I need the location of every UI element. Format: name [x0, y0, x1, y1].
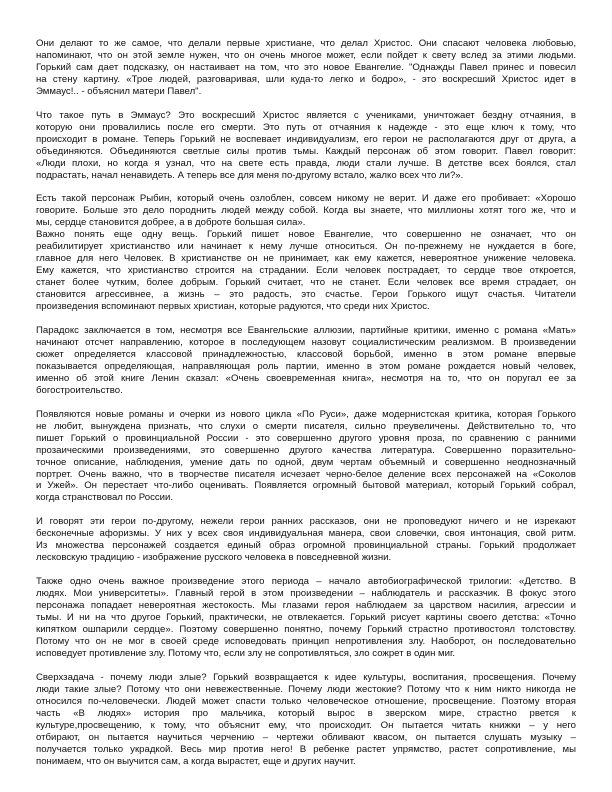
document-page: [36, 38, 576, 779]
text-line: Они делают то же самое, что делали первые христиане, что делал Христос. Они спасают человека любовью,: [36, 38, 576, 49]
text-line: Что такое путь в Эммаус? Это воскресший Христос является с учениками, уничтожает бездну отчаяния, в: [36, 109, 576, 121]
paragraph-p5: [36, 325, 576, 397]
text-line: люди такие злые? Потому что они невежественные. Почему люди жестокие? Потому что к ним никто никогда не: [36, 683, 576, 695]
text-line: Также одно очень важное произведение этого периода – начало автобиографической трилогии: «Детство. В: [36, 576, 576, 588]
text-line: Из множества персонажей создается единый образ огромной провинциальной страны. Горький продолжает: [36, 540, 576, 552]
text-line: Парадокс заключается в том, несмотря все Евангельские аллюзии, партийные критики, именно с романа «Мать»: [36, 325, 576, 337]
paragraph-p8: [36, 576, 576, 660]
text-line: «Люди плохи, но когда я узнал, что на свете есть правда, люди стали лучше. В детстве всех боялся, стал: [36, 157, 576, 169]
text-line: людях. Мои университеты». Главный герой в этом произведении – наблюдатель и рассказчик. В фокус этого: [36, 588, 576, 600]
text-line: Есть такой персонаж Рыбин, который очень озлоблен, совсем никому не верит. И даже его пробивает: «Хорошо: [36, 193, 576, 205]
paragraph-p6: [36, 409, 576, 505]
text-line: главное для него Человек. В христианстве он не принимает, как ему кажется, невероятное унижение человека.: [36, 253, 576, 265]
text-line: объединяются. Объединяются светлые силы против тьмы. Каждый персонаж об этом говорит. Павел говорит:: [36, 145, 576, 157]
text-line: понимаем, что он выучится сам, а когда вырастет, еще и других научит.: [36, 755, 356, 767]
text-line: Горький сам дает подсказку, он настаивает на том, что это новое Евангелие. "Однажды Павел принес и повесил: [36, 61, 576, 73]
text-line: начинают отсчет направлению, которое в последующем назовут социалистическим реализмом. В произведении: [36, 336, 576, 348]
text-line: станет более чутким, более добрым. Горький считает, что не станет. Если человек все время страдает, он: [36, 277, 576, 289]
text-line: происходит в романе. Теперь Горький не воспевает индивидуализм, его герои не располагаются друг от друга, а: [36, 133, 576, 145]
text-line: не любит, вынуждена признать, что слухи о смерти писателя, сильно преувеличены. Действительно то, что: [36, 420, 576, 432]
text-line: портрет. Очень важно, что в творчестве писателя исчезает черно-белое деление всех персонажей на «Соколов: [36, 468, 576, 480]
paragraph-p3: [36, 193, 576, 229]
text-line: И говорят эти герои по-другому, нежели герои ранних рассказов, они не проповедуют ничего и не изрекают: [36, 516, 576, 528]
text-line: становится агрессивнее, а жизнь – это радость, это счастье. Герои Горького ищут счастья. Читатели: [36, 289, 576, 301]
text-line: отбирают, он пытается научиться черчению – чертежи обливают квасом, он пытается слушать музыку –: [36, 731, 576, 743]
text-line: прозаическими произведениями, это совершенно другого качества литература. Совершенно поразительно-: [36, 444, 576, 456]
text-line: получается только украдкой. Весь мир против него! В ребенке растет упрямство, растет сопротивление, мы: [36, 743, 576, 755]
text-line: реабилитирует христианство или начинает к нему лучше относиться. Он по-прежнему не нуждается в боге,: [36, 241, 576, 253]
paragraph-p7: [36, 516, 576, 564]
text-line: на стену картину. «Трое людей, разговаривая, шли куда-то легко и бодро», - это воскресший Христос идет в: [36, 73, 576, 85]
text-line: Сверхзадача - почему люди злые? Горький возвращается к идее культуры, воспитания, просвещения. Почему: [36, 671, 576, 683]
text-line: пишет Горький о провинциальной России - это совершенно другого уровня проза, по сравнению с ранними: [36, 432, 576, 444]
text-line: показывается определяющая, направляющая роль партии, именно в этом романе рождается новый человек,: [36, 360, 576, 372]
text-line: кипятком ошпарили сердце». Поэтому совершенно понятно, почему Горький страстно противостоял толстовству.: [36, 623, 576, 635]
text-line: и Ужей». Он перестает что-либо оценивать. Появляется огромный бытовой материал, который Горький собрал,: [36, 480, 576, 492]
text-line: лесковскую традицию - изображение русского человека в повседневной жизни.: [36, 552, 392, 564]
paragraph-p1: [36, 38, 576, 98]
text-line: исповедует противление злу. Потому что, если злу не сопротивляться, зло сожрет в один миг.: [36, 647, 456, 659]
text-line: бесконечные афоризмы. У них у всех своя индивидуальная манера, свои словечки, своя интонация, свой ритм.: [36, 528, 576, 540]
text-line: Важно понять еще одну вещь. Горький пишет новое Евангелие, что совершенно не означает, что он: [36, 229, 576, 241]
text-line: Ему кажется, что христианство строится на страдании. Если человек пострадает, то сердце твое откроется,: [36, 265, 576, 277]
text-line: культуре,просвещению, к тому, что объяснит ему, что происходит. Он пытается читать книжки – у него: [36, 719, 576, 731]
text-line: Появляются новые романы и очерки из нового цикла «По Руси», даже модернистская критика, которая Горького: [36, 408, 576, 420]
text-line: Эммаус!.. - объяснил матери Павел".: [36, 85, 202, 97]
text-line: персонажа попадает невероятная жестокость. Мы глазами героя наблюдаем за царством насилия, агрессии и: [36, 600, 576, 612]
text-line: мы, сердце становится добрее, а в доброте большая сила».: [36, 217, 306, 229]
text-line: которую они провалились после его смерти. Это путь от отчаяния к надежде - это еще ключ к тому, что: [36, 121, 576, 133]
text-line: произведения вспоминают первых христиан, которые радуются, что среди них Христос.: [36, 301, 430, 313]
text-line: именно об этой книге Ленин сказал: «Очень своевременная книга», несмотря на то, что он поругал ее за: [36, 372, 576, 384]
paragraph-p2: [36, 110, 576, 182]
text-line: точное описание, наблюдения, умение дать по одной, двум чертам объемный и совершенно неоднозначный: [36, 456, 576, 468]
text-line: напоминают, что он этой земле нужен, что он очень многое может, если пойдет к свету вслед за этими людьми.: [36, 49, 576, 61]
paragraph-p9: [36, 672, 576, 768]
text-line: богостроительство.: [36, 384, 123, 396]
text-line: подрастать, начал ненавидеть. А теперь все для меня по-другому встало, жалко всех что ли?».: [36, 169, 464, 181]
text-line: Потому что он не мог в своей среде исповедовать принцип непротивления злу. Наоборот, он последовательно: [36, 635, 576, 647]
text-line: тьмы. И ни на что другое Горький, практически, не отвлекается. Горький рисует картины своего детства: «Точно: [36, 612, 576, 624]
text-line: когда странствовал по России.: [36, 492, 174, 504]
text-line: сюжет определяется классовой принадлежностью, классовой борьбой, именно в этом романе впервые: [36, 348, 576, 360]
text-line: часть «В людях» история про мальчика, который вырос в зверском мире, страстно рвется к: [36, 707, 576, 719]
paragraph-p4: [36, 229, 576, 313]
text-line: относился по-человечески. Людей может спасти только человеческое отношение, просвещение. Поэтому вторая: [36, 695, 576, 707]
text-line: говорите. Больше это дело породнить людей между собой. Когда вы знаете, что миллионы хотят того же, что и: [36, 205, 576, 217]
